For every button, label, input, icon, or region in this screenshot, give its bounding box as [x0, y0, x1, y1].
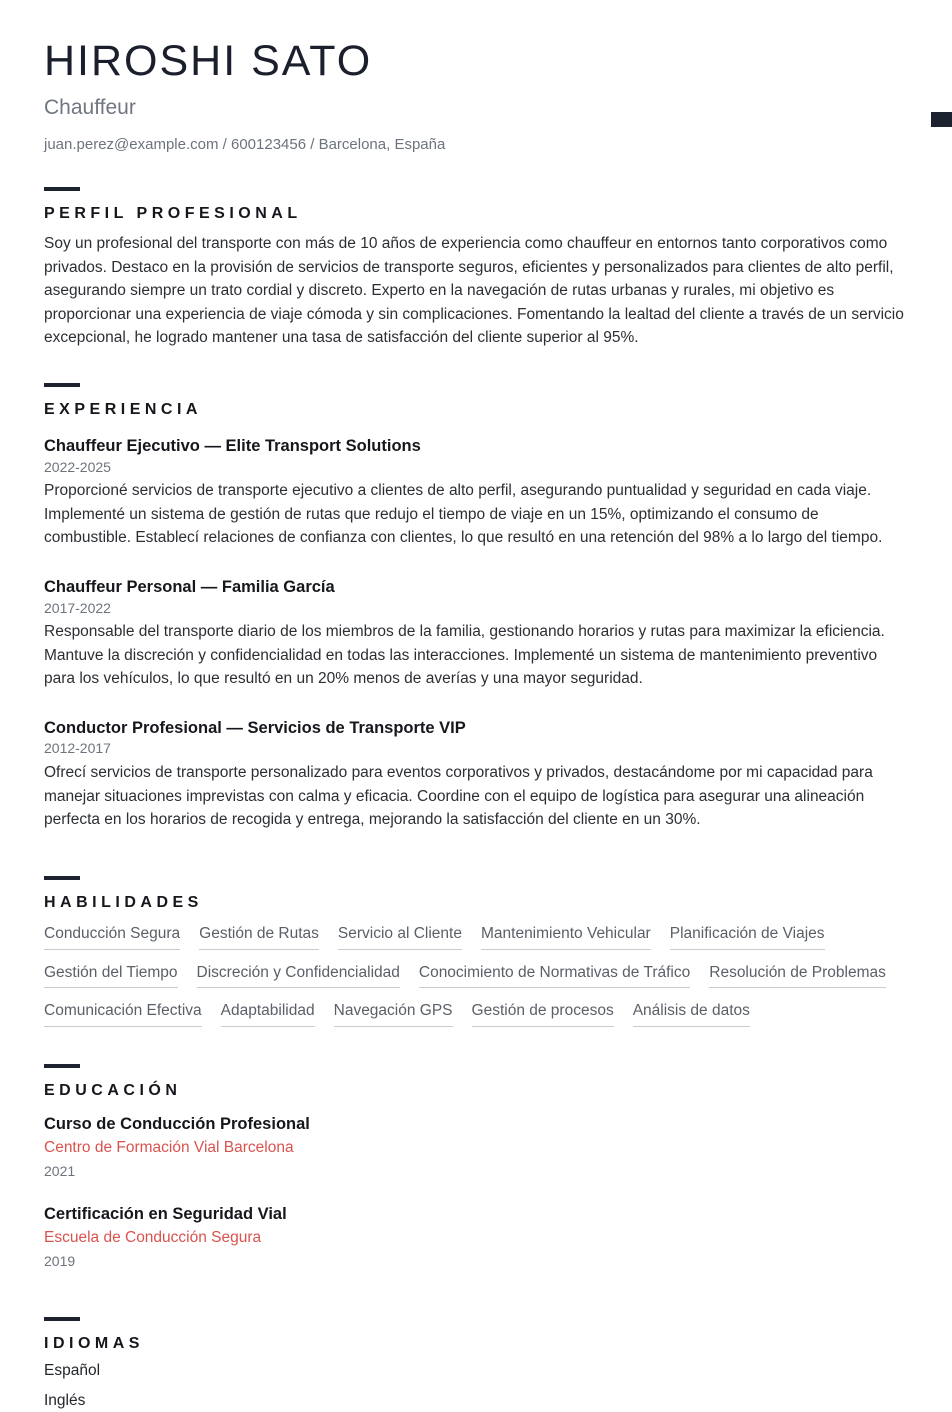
education-heading: EDUCACIÓN: [44, 1081, 182, 1099]
experience-entry: [44, 718, 908, 832]
job-title: Chauffeur Personal — Familia García: [44, 577, 335, 596]
section-divider-bar: [44, 876, 80, 880]
profile-summary: Soy un profesional del transporte con más de 10 años de experiencia como chauffeur en entornos tanto corporativos como privados. Destaco en la provisión de servicios de transporte seguros, eficientes y personalizados para clientes de alto perfil, asegurando siempre un trato cordial y discreto. Experto en la navegación de rutas urbanas y rurales, mi objetivo es proporcionar una experiencia de viaje cómoda y sin complicaciones. Fomentando la lealtad del cliente a través de un servicio excepcional, he logrado mantener una tasa de satisfacción del cliente superior al 95%.: [44, 235, 904, 347]
section-divider-bar: [44, 1317, 80, 1321]
graduation-year: 2019: [44, 1253, 76, 1270]
section-languages: [44, 1317, 908, 1412]
skill-item: Mantenimiento Vehicular: [481, 925, 651, 950]
section-profile: [44, 187, 908, 350]
job-dates: 2012-2017: [44, 740, 111, 757]
skill-item: Adaptabilidad: [221, 1002, 315, 1027]
language-item: Inglés: [44, 1391, 86, 1409]
profile-heading: PERFIL PROFESIONAL: [44, 205, 302, 223]
candidate-name: HIROSHI SATO: [44, 37, 373, 85]
job-description: Ofrecí servicios de transporte personalizado para eventos corporativos y privados, destacándome por mi capacidad para manejar situaciones imprevistas con calma y eficacia. Coordine con el equipo de logística para asegurar una alineación perfecta en los horarios de recogida y entrega, mejorando la satisfacción del cliente en un 30%.: [44, 764, 873, 829]
institution-name: Centro de Formación Vial Barcelona: [44, 1138, 294, 1156]
job-description: Responsable del transporte diario de los miembros de la familia, gestionando horarios y rutas para maximizar la eficiencia. Mantuve la discreción y confidencialidad en todas las interacciones. Implementé un sistema de mantenimiento preventivo para los vehículos, lo que resultó en un 20% menos de averías y una mayor seguridad.: [44, 623, 885, 688]
section-skills: [44, 876, 908, 1027]
job-dates: 2022-2025: [44, 458, 111, 475]
degree-title: Certificación en Seguridad Vial: [44, 1204, 287, 1223]
skill-item: Comunicación Efectiva: [44, 1002, 202, 1027]
resume-header: [44, 37, 908, 154]
skills-list: [44, 925, 908, 1027]
job-title: Chauffeur Ejecutivo — Elite Transport Solutions: [44, 436, 421, 455]
institution-name: Escuela de Conducción Segura: [44, 1228, 262, 1246]
education-entry: [44, 1204, 908, 1270]
skill-item: Gestión de procesos: [472, 1002, 614, 1027]
degree-title: Curso de Conducción Profesional: [44, 1114, 310, 1133]
candidate-title: Chauffeur: [44, 96, 136, 119]
skill-item: Conocimiento de Normativas de Tráfico: [419, 964, 690, 989]
skill-item: Análisis de datos: [633, 1002, 750, 1027]
skill-item: Discreción y Confidencialidad: [197, 964, 400, 989]
skill-item: Planificación de Viajes: [670, 925, 825, 950]
skill-item: Servicio al Cliente: [338, 925, 462, 950]
graduation-year: 2021: [44, 1163, 76, 1180]
experience-heading: EXPERIENCIA: [44, 400, 202, 418]
job-description: Proporcioné servicios de transporte ejecutivo a clientes de alto perfil, asegurando puntualidad y seguridad en cada viaje. Implementé un sistema de gestión de rutas que redujo el tiempo de viaje en un 15%, optimizando el consumo de combustible. Establecí relaciones de confianza con clientes, lo que resultó en una retención del 98% a lo largo del tiempo.: [44, 482, 883, 547]
language-item: Español: [44, 1362, 101, 1380]
skill-item: Gestión del Tiempo: [44, 964, 178, 989]
contact-info: juan.perez@example.com / 600123456 / Barcelona, España: [44, 136, 446, 154]
section-divider-bar: [44, 187, 80, 191]
languages-heading: IDIOMAS: [44, 1334, 144, 1352]
experience-entry: [44, 577, 908, 691]
section-divider-bar: [44, 1064, 80, 1068]
job-dates: 2017-2022: [44, 599, 111, 616]
section-divider-bar: [44, 383, 80, 387]
skill-item: Resolución de Problemas: [709, 964, 886, 989]
scrollbar-thumb[interactable]: [931, 112, 952, 127]
experience-entry: [44, 436, 908, 550]
job-title: Conductor Profesional — Servicios de Transporte VIP: [44, 718, 466, 737]
section-education: [44, 1064, 908, 1270]
section-experience: [44, 383, 908, 832]
education-entry: [44, 1114, 908, 1180]
skill-item: Gestión de Rutas: [199, 925, 319, 950]
skills-heading: HABILIDADES: [44, 893, 203, 911]
skill-item: Conducción Segura: [44, 925, 180, 950]
skill-item: Navegación GPS: [334, 1002, 453, 1027]
